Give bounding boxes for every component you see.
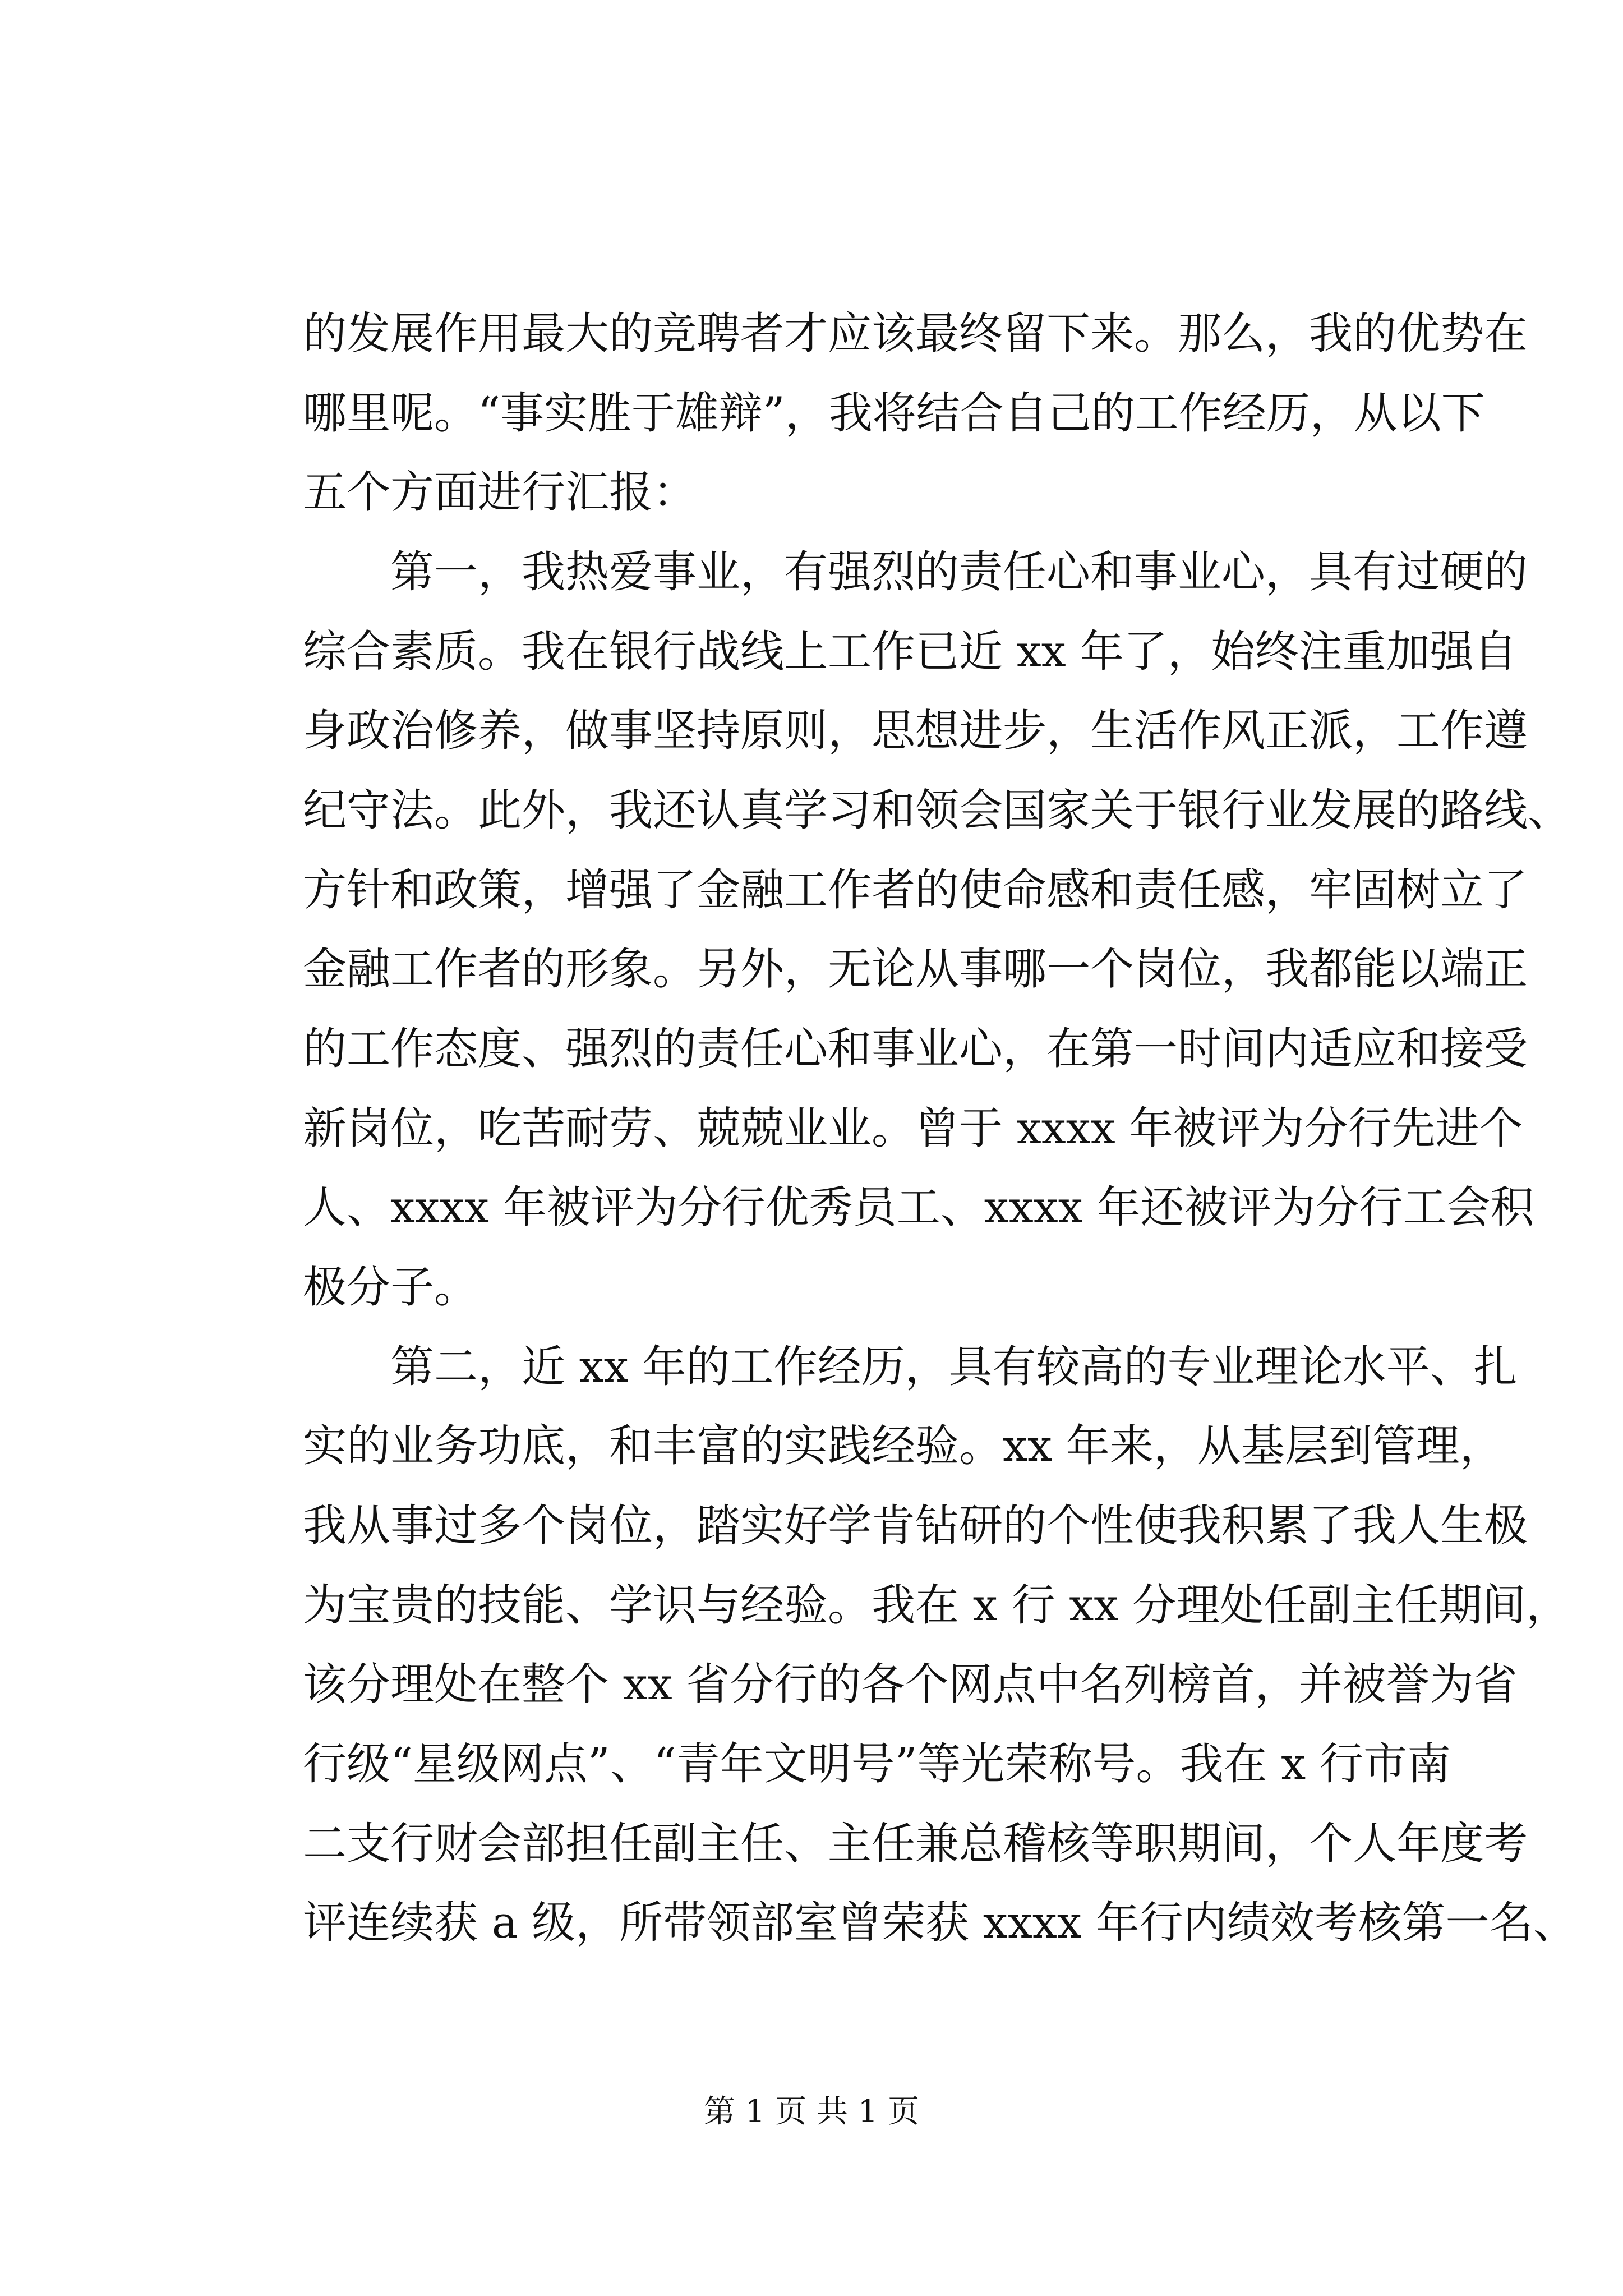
page-number-footer: 第 1 页 共 1 页 [703, 2093, 920, 2130]
text-line: 综合素质。我在银行战线上工作已近 xx 年了，始终注重加强自 [303, 627, 1518, 677]
paragraph-first-line: 第一，我热爱事业，有强烈的责任心和事业心，具有过硬的 [390, 547, 1528, 597]
text-line: 该分理处在整个 xx 省分行的各个网点中名列榜首，并被誉为省 [303, 1659, 1518, 1710]
text-line: 行级“星级网点”、“青年文明号”等光荣称号。我在 x 行市南 [303, 1739, 1451, 1789]
text-line: 评连续获 a 级，所带领部室曾荣获 xxxx 年行内绩效考核第一名、 [303, 1898, 1577, 1948]
text-line: 哪里呢。“事实胜于雄辩”，我将结合自己的工作经历，从以下 [303, 388, 1485, 439]
text-line: 新岗位，吃苦耐劳、兢兢业业。曾于 xxxx 年被评为分行先进个 [303, 1103, 1523, 1154]
paragraph-first-line: 第二，近 xx 年的工作经历，具有较高的专业理论水平、扎 [390, 1342, 1518, 1392]
text-line: 金融工作者的形象。另外，无论从事哪一个岗位，我都能以端正 [303, 944, 1528, 995]
text-line: 我从事过多个岗位，踏实好学肯钻研的个性使我积累了我人生极 [303, 1501, 1528, 1551]
text-line: 为宝贵的技能、学识与经验。我在 x 行 xx 分理处任副主任期间， [303, 1580, 1570, 1631]
text-line: 方针和政策，增强了金融工作者的使命感和责任感，牢固树立了 [303, 865, 1528, 915]
text-line: 的工作态度、强烈的责任心和事业心，在第一时间内适应和接受 [303, 1024, 1528, 1074]
text-line: 人、xxxx 年被评为分行优秀员工、xxxx 年还被评为分行工会积 [303, 1182, 1534, 1233]
text-line: 实的业务功底，和丰富的实践经验。xx 年来，从基层到管理， [303, 1421, 1504, 1471]
text-line: 纪守法。此外，我还认真学习和领会国家关于银行业发展的路线、 [303, 785, 1572, 836]
text-line: 极分子。 [303, 1262, 478, 1313]
text-line: 的发展作用最大的竞聘者才应该最终留下来。那么，我的优势在 [303, 309, 1528, 359]
text-line: 二支行财会部担任副主任、主任兼总稽核等职期间，个人年度考 [303, 1819, 1528, 1869]
text-line: 身政治修养，做事坚持原则，思想进步，生活作风正派，工作遵 [303, 706, 1528, 756]
text-line: 五个方面进行汇报： [303, 467, 697, 518]
